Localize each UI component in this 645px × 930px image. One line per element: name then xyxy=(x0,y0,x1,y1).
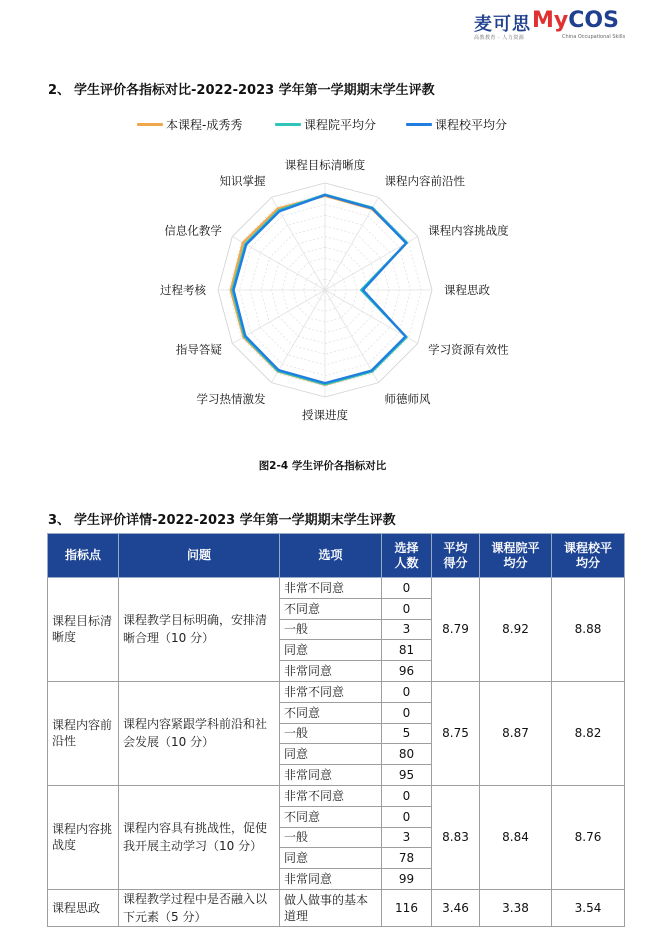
indicator-cell: 课程目标清晰度 xyxy=(48,578,119,682)
table-header-text: 选项 xyxy=(318,548,343,562)
table-header-text: 得分 xyxy=(443,555,468,570)
count-cell: 0 xyxy=(382,598,432,619)
legend-label-course: 本课程-成秀秀 xyxy=(166,118,243,132)
table-header-cell xyxy=(280,534,382,578)
table-header-cell xyxy=(552,534,625,578)
radar-axis-label: 过程考核 xyxy=(160,283,206,297)
table-row xyxy=(48,889,625,926)
option-cell: 非常同意 xyxy=(280,765,382,786)
radar-chart xyxy=(0,0,645,440)
count-cell: 95 xyxy=(382,765,432,786)
table-header-cell xyxy=(382,534,432,578)
count-cell: 99 xyxy=(382,869,432,890)
table-row xyxy=(48,785,625,806)
logo-chinese-subtext: 高教教育 · 人力资源 xyxy=(474,35,525,41)
count-cell: 0 xyxy=(382,702,432,723)
average-score-cell: 3.46 xyxy=(432,889,480,926)
option-cell: 不同意 xyxy=(280,598,382,619)
evaluation-table xyxy=(47,533,625,927)
section-2-title: 学生评价各指标对比-2022-2023 学年第一学期期末学生评教 xyxy=(74,83,435,98)
table-header-text: 平均 xyxy=(443,540,468,555)
option-cell: 非常不同意 xyxy=(280,578,382,599)
radar-spoke xyxy=(325,197,379,290)
option-cell: 同意 xyxy=(280,640,382,661)
figure-caption: 图2-4 学生评价各指标对比 xyxy=(258,460,387,472)
question-cell: 课程教学目标明确，安排清晰合理（10 分） xyxy=(119,578,280,682)
school-average-cell: 8.76 xyxy=(552,785,625,889)
table-header-text: 课程校平 xyxy=(563,540,612,555)
school-average-cell: 3.54 xyxy=(552,889,625,926)
question-cell: 课程内容紧跟学科前沿和社会发展（10 分） xyxy=(119,681,280,785)
question-cell: 课程内容具有挑战性，促使我开展主动学习（10 分） xyxy=(119,785,280,889)
college-average-cell: 8.87 xyxy=(480,681,552,785)
count-cell: 3 xyxy=(382,619,432,640)
radar-series-line xyxy=(234,195,407,383)
indicator-cell: 课程思政 xyxy=(48,889,119,926)
radar-axis-label: 课程目标清晰度 xyxy=(284,158,366,172)
count-cell: 0 xyxy=(382,785,432,806)
college-average-cell: 8.92 xyxy=(480,578,552,682)
table-header-cell xyxy=(480,534,552,578)
count-cell: 116 xyxy=(382,889,432,926)
table-header-cell xyxy=(119,534,280,578)
option-cell: 非常同意 xyxy=(280,869,382,890)
school-average-cell: 8.82 xyxy=(552,681,625,785)
indicator-cell: 课程内容前沿性 xyxy=(48,681,119,785)
count-cell: 0 xyxy=(382,806,432,827)
college-average-cell: 3.38 xyxy=(480,889,552,926)
radar-axis-label: 课程内容挑战度 xyxy=(428,223,509,238)
average-score-cell: 8.75 xyxy=(432,681,480,785)
count-cell: 0 xyxy=(382,681,432,702)
table-header-text: 均分 xyxy=(503,555,528,570)
legend-label-school: 课程校平均分 xyxy=(435,118,508,132)
radar-series-line xyxy=(232,195,407,385)
radar-axis-label: 学习热情激发 xyxy=(196,392,266,407)
radar-axis-label: 知识掌握 xyxy=(219,173,266,188)
count-cell: 81 xyxy=(382,640,432,661)
logo-english-subtext: China Occupational Skills xyxy=(562,34,626,40)
question-cell: 课程教学过程中是否融入以下元素（5 分） xyxy=(119,889,280,926)
average-score-cell: 8.79 xyxy=(432,578,480,682)
count-cell: 80 xyxy=(382,744,432,765)
average-score-cell: 8.83 xyxy=(432,785,480,889)
table-header-text: 均分 xyxy=(575,555,600,570)
option-cell: 不同意 xyxy=(280,806,382,827)
school-average-cell: 8.88 xyxy=(552,578,625,682)
count-cell: 96 xyxy=(382,661,432,682)
table-header-cell xyxy=(48,534,119,578)
option-cell: 非常不同意 xyxy=(280,681,382,702)
table-body xyxy=(48,578,625,927)
table-header-text: 人数 xyxy=(394,555,419,570)
logo-english-text: MyCOS xyxy=(532,8,619,33)
option-cell: 不同意 xyxy=(280,702,382,723)
option-cell: 一般 xyxy=(280,827,382,848)
table-header-text: 选择 xyxy=(394,540,419,555)
count-cell: 3 xyxy=(382,827,432,848)
table-row xyxy=(48,578,625,599)
option-cell: 一般 xyxy=(280,619,382,640)
option-cell: 非常不同意 xyxy=(280,785,382,806)
option-cell: 一般 xyxy=(280,723,382,744)
logo-chinese-text: 麦可思 xyxy=(474,14,531,35)
table-header-text: 课程院平 xyxy=(491,540,540,555)
table-row xyxy=(48,681,625,702)
option-cell: 同意 xyxy=(280,848,382,869)
count-cell: 78 xyxy=(382,848,432,869)
radar-axis-label: 师德师风 xyxy=(384,392,431,407)
radar-axis-label: 课程内容前沿性 xyxy=(384,173,465,188)
option-cell: 做人做事的基本道理 xyxy=(280,889,382,926)
radar-axis-label: 课程思政 xyxy=(444,283,490,297)
indicator-cell: 课程内容挑战度 xyxy=(48,785,119,889)
college-average-cell: 8.84 xyxy=(480,785,552,889)
option-cell: 同意 xyxy=(280,744,382,765)
table-header-text: 问题 xyxy=(186,548,211,562)
legend-label-college: 课程院平均分 xyxy=(304,118,377,132)
option-cell: 非常同意 xyxy=(280,661,382,682)
section-2-number: 2、 xyxy=(48,83,71,98)
radar-axis-label: 指导答疑 xyxy=(175,342,222,357)
section-3-title: 学生评价详情-2022-2023 学年第一学期期末学生评教 xyxy=(74,513,396,528)
radar-axis-label: 授课进度 xyxy=(302,408,348,422)
table-header-cell xyxy=(432,534,480,578)
table-header-text: 指标点 xyxy=(64,548,101,562)
section-3-number: 3、 xyxy=(48,513,71,528)
count-cell: 5 xyxy=(382,723,432,744)
section-3-heading xyxy=(48,509,396,528)
count-cell: 0 xyxy=(382,578,432,599)
table-header-row xyxy=(48,534,625,578)
radar-axis-label: 学习资源有效性 xyxy=(428,342,509,357)
radar-spoke xyxy=(325,290,379,383)
radar-axis-label: 信息化教学 xyxy=(164,223,222,238)
